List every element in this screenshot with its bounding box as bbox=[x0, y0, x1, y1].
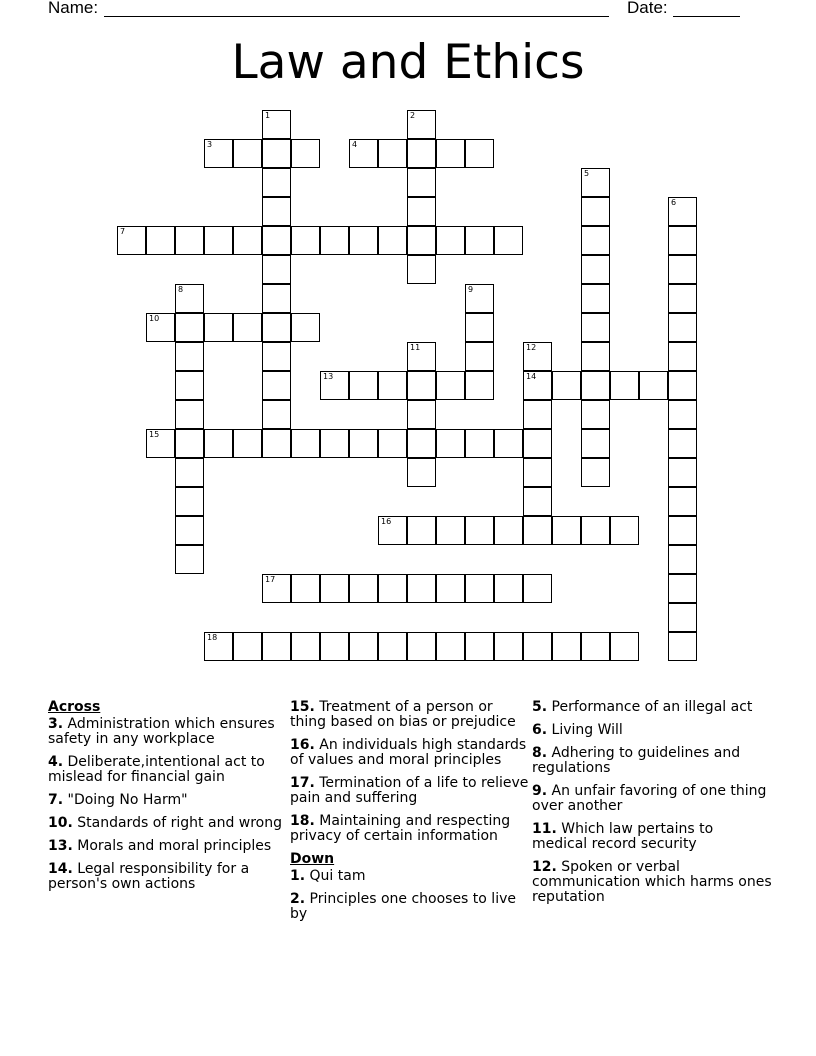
clue-text: Deliberate,intentional act to mislead for financial gain bbox=[48, 754, 265, 785]
grid-cell[interactable] bbox=[581, 458, 610, 487]
grid-cell[interactable] bbox=[175, 429, 204, 458]
grid-cell[interactable] bbox=[175, 458, 204, 487]
grid-cell[interactable] bbox=[320, 574, 349, 603]
grid-cell[interactable] bbox=[552, 632, 581, 661]
grid-cell[interactable] bbox=[262, 632, 291, 661]
grid-cell[interactable] bbox=[291, 313, 320, 342]
cell-number: 11 bbox=[410, 343, 421, 352]
grid-cell[interactable] bbox=[668, 371, 697, 400]
grid-cell[interactable] bbox=[581, 342, 610, 371]
clue-text: Adhering to guidelines and regulations bbox=[532, 745, 741, 776]
grid-cell[interactable] bbox=[407, 197, 436, 226]
grid-cell[interactable] bbox=[465, 371, 494, 400]
grid-cell[interactable] bbox=[262, 139, 291, 168]
grid-cell[interactable] bbox=[668, 197, 697, 226]
clue-number: 16. bbox=[290, 737, 315, 753]
grid-cell[interactable] bbox=[320, 429, 349, 458]
grid-cell[interactable] bbox=[668, 487, 697, 516]
grid-cell[interactable] bbox=[465, 342, 494, 371]
grid-cell[interactable] bbox=[175, 313, 204, 342]
grid-cell[interactable] bbox=[581, 197, 610, 226]
grid-cell[interactable] bbox=[146, 226, 175, 255]
clue-item bbox=[290, 776, 530, 806]
clue-item bbox=[532, 822, 772, 852]
grid-cell[interactable] bbox=[204, 226, 233, 255]
grid-cell[interactable] bbox=[175, 487, 204, 516]
grid-cell[interactable] bbox=[349, 429, 378, 458]
grid-cell[interactable] bbox=[523, 632, 552, 661]
grid-cell[interactable] bbox=[349, 226, 378, 255]
clue-text: Legal responsibility for a person's own actions bbox=[48, 861, 250, 892]
clue-item bbox=[48, 862, 288, 892]
grid-cell[interactable] bbox=[291, 429, 320, 458]
clue-number: 6. bbox=[532, 722, 548, 738]
clue-item bbox=[532, 784, 772, 814]
grid-cell[interactable] bbox=[262, 168, 291, 197]
clue-text: Performance of an illegal act bbox=[547, 699, 753, 715]
clue-item bbox=[532, 746, 772, 776]
clue-item bbox=[290, 814, 530, 844]
grid-cell[interactable] bbox=[581, 632, 610, 661]
clue-column-1 bbox=[48, 700, 288, 900]
grid-cell[interactable] bbox=[291, 574, 320, 603]
grid-cell[interactable] bbox=[523, 574, 552, 603]
grid-cell[interactable] bbox=[668, 226, 697, 255]
grid-cell[interactable] bbox=[407, 574, 436, 603]
page-title: Law and Ethics bbox=[231, 35, 585, 90]
clue-item bbox=[290, 892, 530, 922]
grid-cell[interactable] bbox=[523, 342, 552, 371]
clue-text: Principles one chooses to live by bbox=[290, 891, 516, 922]
clue-text: Administration which ensures safety in any workplace bbox=[48, 716, 275, 747]
grid-cell[interactable] bbox=[552, 516, 581, 545]
grid-cell[interactable] bbox=[262, 371, 291, 400]
grid-cell[interactable] bbox=[175, 371, 204, 400]
clue-text: Termination of a life to relieve pain and suffering bbox=[290, 775, 529, 806]
clue-text: Living Will bbox=[547, 722, 623, 738]
clue-number: 14. bbox=[48, 861, 73, 877]
grid-cell[interactable] bbox=[465, 226, 494, 255]
grid-cell[interactable] bbox=[436, 226, 465, 255]
grid-cell[interactable] bbox=[407, 139, 436, 168]
clue-item bbox=[48, 839, 288, 854]
cell-number: 2 bbox=[410, 111, 416, 120]
grid-cell[interactable] bbox=[523, 400, 552, 429]
cell-number: 10 bbox=[149, 314, 160, 323]
grid-cell[interactable] bbox=[378, 226, 407, 255]
cell-number: 9 bbox=[468, 285, 474, 294]
grid-cell[interactable] bbox=[610, 516, 639, 545]
grid-cell[interactable] bbox=[668, 429, 697, 458]
cell-number: 7 bbox=[120, 227, 126, 236]
grid-cell[interactable] bbox=[581, 255, 610, 284]
clue-text: Standards of right and wrong bbox=[72, 815, 282, 831]
cell-number: 15 bbox=[149, 430, 160, 439]
cell-number: 1 bbox=[265, 111, 271, 120]
clue-number: 7. bbox=[48, 792, 64, 808]
grid-cell[interactable] bbox=[668, 458, 697, 487]
grid-cell[interactable] bbox=[668, 545, 697, 574]
grid-cell[interactable] bbox=[378, 632, 407, 661]
grid-cell[interactable] bbox=[349, 139, 378, 168]
grid-cell[interactable] bbox=[175, 400, 204, 429]
grid-cell[interactable] bbox=[610, 371, 639, 400]
clue-number: 13. bbox=[48, 838, 73, 854]
cell-number: 17 bbox=[265, 575, 276, 584]
clue-text: An unfair favoring of one thing over another bbox=[532, 783, 767, 814]
clue-column-3 bbox=[532, 700, 772, 913]
clue-number: 18. bbox=[290, 813, 315, 829]
grid-cell[interactable] bbox=[175, 284, 204, 313]
grid-cell[interactable] bbox=[204, 429, 233, 458]
grid-cell[interactable] bbox=[320, 632, 349, 661]
grid-cell[interactable] bbox=[581, 284, 610, 313]
grid-cell[interactable] bbox=[494, 226, 523, 255]
clue-item bbox=[290, 869, 530, 884]
grid-cell[interactable] bbox=[465, 574, 494, 603]
clue-text: Spoken or verbal communication which harms ones reputation bbox=[532, 859, 772, 905]
grid-cell[interactable] bbox=[291, 226, 320, 255]
clue-text: Maintaining and respecting privacy of certain information bbox=[290, 813, 511, 844]
grid-cell[interactable] bbox=[436, 574, 465, 603]
grid-cell[interactable] bbox=[581, 429, 610, 458]
grid-cell[interactable] bbox=[204, 139, 233, 168]
grid-cell[interactable] bbox=[407, 400, 436, 429]
cell-number: 14 bbox=[526, 372, 537, 381]
grid-cell[interactable] bbox=[436, 516, 465, 545]
clue-number: 8. bbox=[532, 745, 548, 761]
grid-cell[interactable] bbox=[262, 255, 291, 284]
clue-text: Treatment of a person or thing based on bias or prejudice bbox=[290, 699, 516, 730]
grid-cell[interactable] bbox=[378, 429, 407, 458]
clue-text: An individuals high standards of values and moral principles bbox=[290, 737, 527, 768]
grid-cell[interactable] bbox=[668, 603, 697, 632]
grid-cell[interactable] bbox=[262, 110, 291, 139]
grid-cell[interactable] bbox=[407, 632, 436, 661]
grid-cell[interactable] bbox=[233, 139, 262, 168]
clue-item bbox=[290, 700, 530, 730]
grid-cell[interactable] bbox=[233, 632, 262, 661]
clue-number: 15. bbox=[290, 699, 315, 715]
grid-cell[interactable] bbox=[378, 371, 407, 400]
grid-cell[interactable] bbox=[581, 168, 610, 197]
grid-cell[interactable] bbox=[407, 371, 436, 400]
grid-cell[interactable] bbox=[494, 632, 523, 661]
grid-cell[interactable] bbox=[668, 255, 697, 284]
cell-number: 8 bbox=[178, 285, 184, 294]
grid-cell[interactable] bbox=[262, 197, 291, 226]
grid-cell[interactable] bbox=[407, 110, 436, 139]
grid-cell[interactable] bbox=[465, 429, 494, 458]
grid-cell[interactable] bbox=[146, 429, 175, 458]
grid-cell[interactable] bbox=[523, 429, 552, 458]
grid-cell[interactable] bbox=[523, 371, 552, 400]
grid-cell[interactable] bbox=[233, 429, 262, 458]
cell-number: 3 bbox=[207, 140, 213, 149]
grid-cell[interactable] bbox=[262, 313, 291, 342]
grid-cell[interactable] bbox=[668, 574, 697, 603]
clue-number: 10. bbox=[48, 815, 73, 831]
grid-cell[interactable] bbox=[668, 284, 697, 313]
grid-cell[interactable] bbox=[320, 226, 349, 255]
grid-cell[interactable] bbox=[668, 516, 697, 545]
grid-cell[interactable] bbox=[204, 632, 233, 661]
grid-cell[interactable] bbox=[494, 516, 523, 545]
clue-number: 3. bbox=[48, 716, 64, 732]
cell-number: 13 bbox=[323, 372, 334, 381]
grid-cell[interactable] bbox=[581, 400, 610, 429]
clue-item bbox=[48, 755, 288, 785]
grid-cell[interactable] bbox=[465, 284, 494, 313]
grid-cell[interactable] bbox=[407, 458, 436, 487]
grid-cell[interactable] bbox=[465, 139, 494, 168]
grid-cell[interactable] bbox=[262, 342, 291, 371]
grid-cell[interactable] bbox=[175, 342, 204, 371]
clue-item bbox=[48, 717, 288, 747]
grid-cell[interactable] bbox=[349, 371, 378, 400]
grid-cell[interactable] bbox=[233, 226, 262, 255]
cell-number: 16 bbox=[381, 517, 392, 526]
grid-cell[interactable] bbox=[407, 342, 436, 371]
clue-number: 9. bbox=[532, 783, 548, 799]
grid-cell[interactable] bbox=[175, 516, 204, 545]
grid-cell[interactable] bbox=[407, 429, 436, 458]
grid-cell[interactable] bbox=[407, 226, 436, 255]
grid-cell[interactable] bbox=[465, 516, 494, 545]
across-heading: Across bbox=[48, 699, 101, 715]
grid-cell[interactable] bbox=[436, 139, 465, 168]
grid-cell[interactable] bbox=[262, 574, 291, 603]
clue-text: Morals and moral principles bbox=[72, 838, 272, 854]
grid-cell[interactable] bbox=[494, 574, 523, 603]
grid-cell[interactable] bbox=[117, 226, 146, 255]
grid-cell[interactable] bbox=[407, 516, 436, 545]
clue-item bbox=[48, 816, 288, 831]
grid-cell[interactable] bbox=[436, 429, 465, 458]
clue-item bbox=[290, 738, 530, 768]
grid-cell[interactable] bbox=[407, 168, 436, 197]
grid-cell[interactable] bbox=[465, 313, 494, 342]
grid-cell[interactable] bbox=[233, 313, 262, 342]
grid-cell[interactable] bbox=[262, 429, 291, 458]
grid-cell[interactable] bbox=[610, 632, 639, 661]
clue-number: 17. bbox=[290, 775, 315, 791]
grid-cell[interactable] bbox=[668, 400, 697, 429]
grid-cell[interactable] bbox=[436, 371, 465, 400]
grid-cell[interactable] bbox=[262, 400, 291, 429]
clue-text: Which law pertains to medical record security bbox=[532, 821, 714, 852]
date-label: Date: bbox=[627, 0, 668, 17]
grid-cell[interactable] bbox=[378, 574, 407, 603]
grid-cell[interactable] bbox=[204, 313, 233, 342]
grid-cell[interactable] bbox=[494, 429, 523, 458]
clue-item bbox=[532, 723, 772, 738]
cell-number: 5 bbox=[584, 169, 590, 178]
grid-cell[interactable] bbox=[349, 574, 378, 603]
clue-text: "Doing No Harm" bbox=[63, 792, 188, 808]
clue-number: 11. bbox=[532, 821, 557, 837]
grid-cell[interactable] bbox=[552, 371, 581, 400]
clue-text: Qui tam bbox=[305, 868, 366, 884]
grid-cell[interactable] bbox=[639, 371, 668, 400]
grid-cell[interactable] bbox=[146, 313, 175, 342]
grid-cell[interactable] bbox=[349, 632, 378, 661]
clue-column-2 bbox=[290, 700, 530, 930]
grid-cell[interactable] bbox=[262, 284, 291, 313]
grid-cell[interactable] bbox=[581, 226, 610, 255]
grid-cell[interactable] bbox=[581, 516, 610, 545]
grid-cell[interactable] bbox=[523, 458, 552, 487]
grid-cell[interactable] bbox=[581, 371, 610, 400]
grid-cell[interactable] bbox=[262, 226, 291, 255]
grid-cell[interactable] bbox=[523, 516, 552, 545]
clue-number: 12. bbox=[532, 859, 557, 875]
grid-cell[interactable] bbox=[378, 139, 407, 168]
grid-cell[interactable] bbox=[523, 487, 552, 516]
clue-number: 5. bbox=[532, 699, 548, 715]
grid-cell[interactable] bbox=[291, 139, 320, 168]
grid-cell[interactable] bbox=[436, 632, 465, 661]
grid-cell[interactable] bbox=[581, 313, 610, 342]
grid-cell[interactable] bbox=[320, 371, 349, 400]
grid-cell[interactable] bbox=[668, 632, 697, 661]
grid-cell[interactable] bbox=[465, 632, 494, 661]
clue-number: 4. bbox=[48, 754, 64, 770]
grid-cell[interactable] bbox=[175, 545, 204, 574]
cell-number: 6 bbox=[671, 198, 677, 207]
cell-number: 4 bbox=[352, 140, 358, 149]
clue-item bbox=[532, 860, 772, 905]
grid-cell[interactable] bbox=[668, 342, 697, 371]
grid-cell[interactable] bbox=[378, 516, 407, 545]
cell-number: 18 bbox=[207, 633, 218, 642]
clue-number: 2. bbox=[290, 891, 306, 907]
clue-number: 1. bbox=[290, 868, 306, 884]
grid-cell[interactable] bbox=[175, 226, 204, 255]
clue-item bbox=[48, 793, 288, 808]
grid-cell[interactable] bbox=[668, 313, 697, 342]
name-label: Name: bbox=[48, 0, 99, 17]
grid-cell[interactable] bbox=[407, 255, 436, 284]
grid-cell[interactable] bbox=[291, 632, 320, 661]
down-heading: Down bbox=[290, 851, 335, 867]
cell-number: 12 bbox=[526, 343, 537, 352]
clue-item bbox=[532, 700, 772, 715]
